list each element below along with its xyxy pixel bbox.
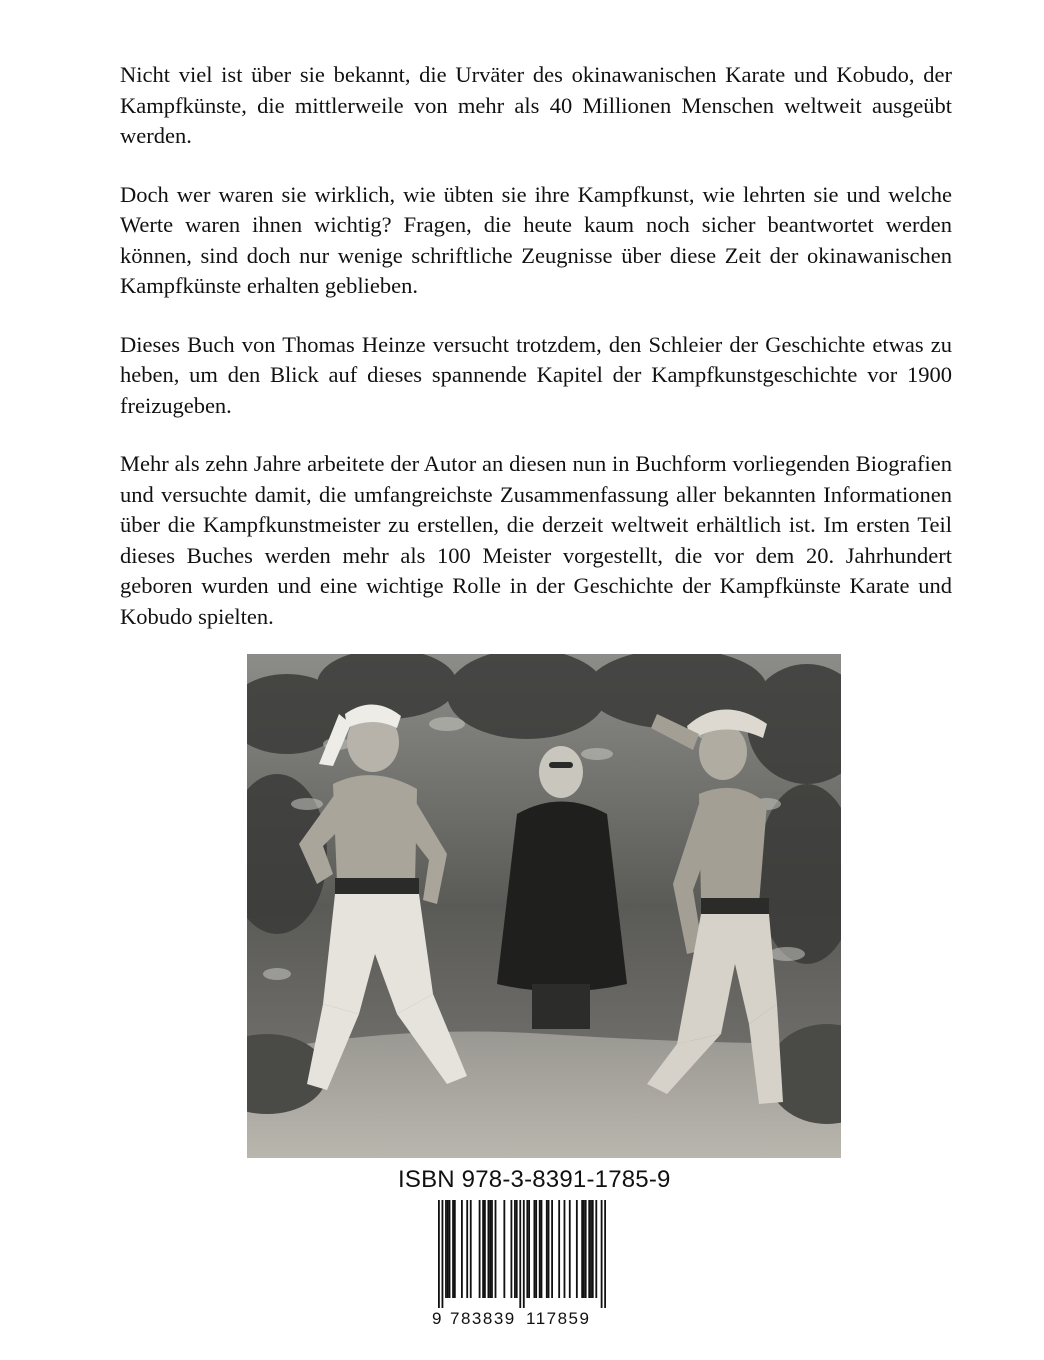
blurb-paragraph-4: Mehr als zehn Jahre arbeitete der Autor an diesen nun in Buchform vorliegenden Biografien und versuchte damit, die umfangreichste Zusammenfassung aller bekannten Informationen über die Kampfkunstmeister zu erstellen, die derzeit weltweit erhältlich ist. Im ersten Teil dieses Buches werden mehr als 100 Meister vorgestellt, die vor dem 20. Jahrhundert geboren wurden und eine wichtige Rolle in der Geschichte der Kampfkünste Karate und Kobudo spielten. (120, 451, 952, 629)
isbn-label: ISBN 978-3-8391-1785-9 (398, 1166, 671, 1193)
historic-photo (247, 654, 841, 1158)
barcode-bar (583, 1200, 585, 1298)
barcode-bar (541, 1200, 543, 1298)
barcode-bar (526, 1200, 528, 1298)
barcode-bar (548, 1200, 550, 1298)
barcode-bar (519, 1200, 521, 1308)
barcode-bar (442, 1200, 444, 1308)
blurb-text (120, 60, 952, 660)
barcode-bar (601, 1200, 603, 1308)
barcode-bar (461, 1200, 463, 1298)
barcode-digits (432, 1308, 612, 1334)
barcode-digits-right: 117859 (526, 1309, 591, 1328)
barcode-bar (576, 1200, 578, 1298)
barcode-bar (447, 1200, 449, 1298)
barcode-bar (539, 1200, 541, 1298)
barcode-bar (585, 1200, 587, 1298)
barcode-bar (564, 1200, 566, 1298)
barcode-bar (479, 1200, 481, 1298)
barcode-bar (503, 1200, 505, 1298)
barcode-bar (491, 1200, 493, 1298)
barcode-bar (495, 1200, 497, 1298)
blurb-paragraph-2: Doch wer waren sie wirklich, wie übten sie ihre Kampfkunst, wie lehrten sie und welche Werte waren ihnen wichtig? Fragen, die heute kaum noch sicher beantwortet werden können, sind doch nur wenige schriftliche Zeugnisse über diese Zeit der okinawanischen Kampfkünste erhalten geblieben. (120, 181, 952, 298)
barcode-bar (569, 1200, 571, 1298)
barcode-bar (466, 1200, 468, 1298)
barcode-bar (590, 1200, 592, 1298)
barcode-bar (535, 1200, 537, 1298)
barcode-bar (546, 1200, 548, 1298)
barcode-bar (511, 1200, 513, 1298)
barcode-bar (523, 1200, 525, 1308)
barcode-bar (454, 1200, 456, 1298)
barcode-bar (533, 1200, 535, 1298)
barcode-bar (445, 1200, 447, 1298)
barcode-digits-left: 783839 (450, 1309, 516, 1328)
blurb-paragraph-3: Dieses Buch von Thomas Heinze versucht trotzdem, den Schleier der Geschichte etwas zu heben, um den Blick auf dieses spannende Kapitel der Kampfkunstgeschichte vor 1900 freizugeben. (120, 331, 952, 418)
barcode-bar (581, 1200, 583, 1298)
barcode-bar (514, 1200, 516, 1298)
barcode-digit-first: 9 (432, 1309, 442, 1328)
barcode-bar (470, 1200, 472, 1298)
barcode-bar (452, 1200, 454, 1298)
isbn-barcode (438, 1200, 606, 1308)
barcode-bar (488, 1200, 490, 1298)
barcode-bar (592, 1200, 594, 1298)
barcode-bar (528, 1200, 530, 1298)
barcode-bar (558, 1200, 560, 1298)
barcode-bar (484, 1200, 486, 1298)
barcode-bar (482, 1200, 484, 1298)
barcode-bar (516, 1200, 518, 1298)
barcode-bar (489, 1200, 491, 1298)
photo-illustration (247, 654, 841, 1158)
barcode-graphic (438, 1200, 606, 1308)
barcode-bar (604, 1200, 606, 1308)
barcode-bar (551, 1200, 553, 1298)
barcode-bar (438, 1200, 440, 1308)
barcode-bar (449, 1200, 451, 1298)
barcode-bar (588, 1200, 590, 1298)
barcode-bar (595, 1200, 597, 1298)
blurb-paragraph-1: Nicht viel ist über sie bekannt, die Urväter des okinawanischen Karate und Kobudo, der Kampfkünste, die mittlerweile von mehr als 40 Millionen Menschen weltweit ausgeübt werden. (120, 62, 952, 148)
